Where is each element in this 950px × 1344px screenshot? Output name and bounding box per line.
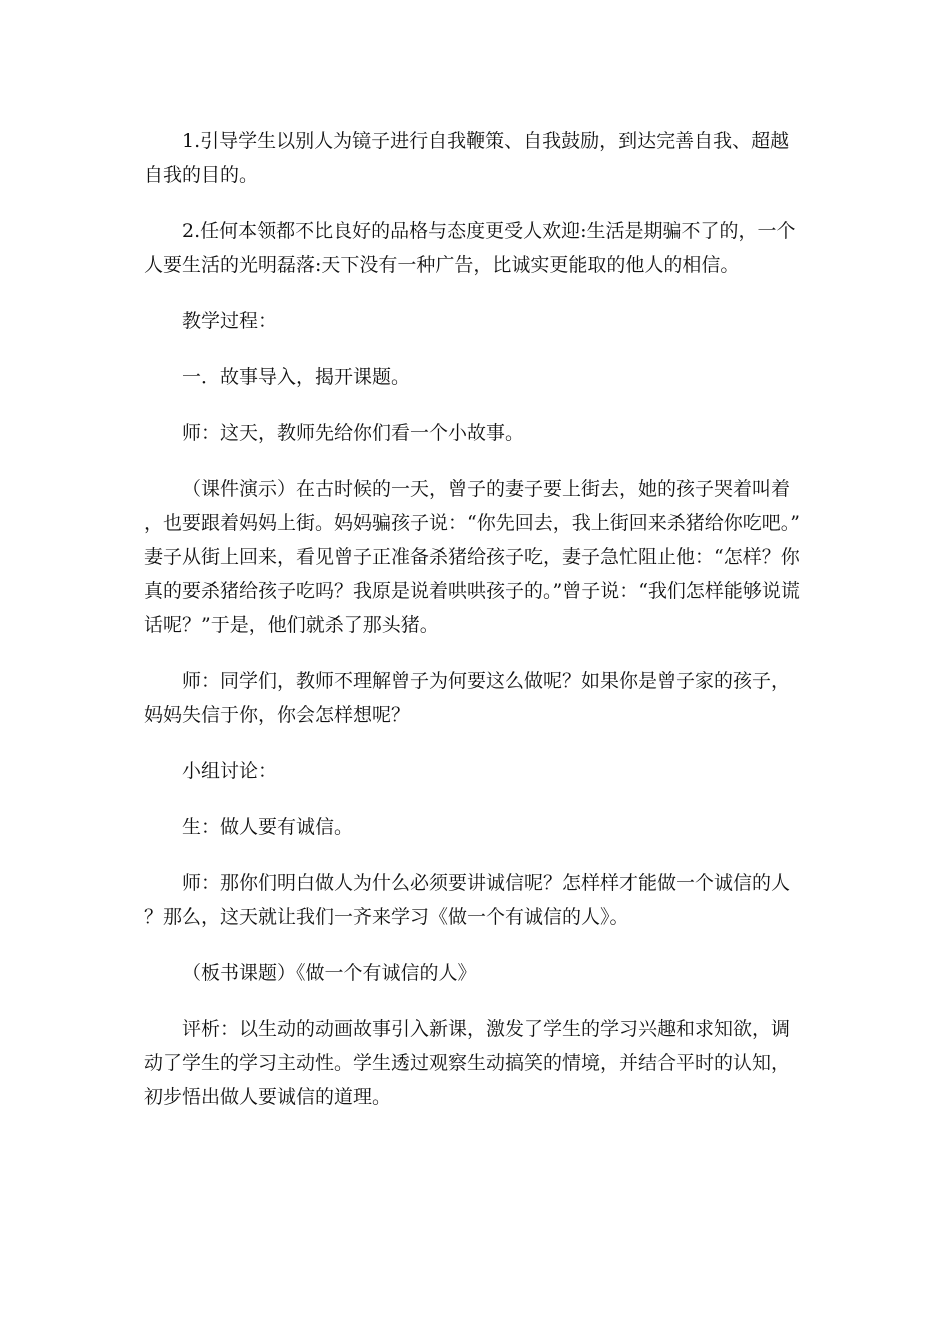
paragraph-group-discussion: 小组讨论：	[182, 760, 278, 782]
paragraph-teacher-intro: 师：这天，教师先给你们看一个小故事。	[182, 422, 525, 444]
paragraph-teacher-question: 师：同学们，教师不理解曾子为何要这么做呢？如果你是曾子家的孩子，妈妈失信于你，你会怎样想呢？	[144, 670, 791, 726]
paragraph-teacher-transition: 师：那你们明白做人为什么必须要讲诚信呢？怎样样才能做一个诚信的人？那么，这天就让我们一齐来学习《做一个有诚信的人》。	[144, 872, 791, 928]
document-body	[144, 124, 808, 1136]
paragraph-story: （课件演示）在古时候的一天，曾子的妻子要上街去，她的孩子哭着叫着，也要跟着妈妈上街。妈妈骗孩子说：“你先回去，我上街回来杀猪给你吃吧。”妻子从街上回来，看见曾子正准备杀猪给孩子吃，妻子急忙阻止他：“怎样？你真的要杀猪给孩子吃吗？我原是说着哄哄孩子的。”曾子说：“我们怎样能够说谎话呢？”于是，他们就杀了那头猪。	[144, 478, 800, 636]
paragraph-goal-2: 2.任何本领都不比良好的品格与态度更受人欢迎:生活是期骗不了的，一个人要生活的光明磊落:天下没有一种广告，比诚实更能取的他人的相信。	[144, 220, 796, 276]
paragraph-board-title: （板书课题）《做一个有诚信的人》	[182, 962, 477, 984]
paragraph-teaching-process: 教学过程：	[182, 310, 278, 332]
paragraph-goal-1: 1.引导学生以别人为镜子进行自我鞭策、自我鼓励，到达完善自我、超越自我的目的。	[144, 130, 790, 186]
paragraph-review: 评析：以生动的动画故事引入新课，激发了学生的学习兴趣和求知欲，调动了学生的学习主动性。学生透过观察生动搞笑的情境，并结合平时的认知，初步悟出做人要诚信的道理。	[144, 1018, 791, 1108]
paragraph-student-answer: 生：做人要有诚信。	[182, 816, 354, 838]
paragraph-section-1: 一．故事导入，揭开课题。	[182, 366, 411, 388]
